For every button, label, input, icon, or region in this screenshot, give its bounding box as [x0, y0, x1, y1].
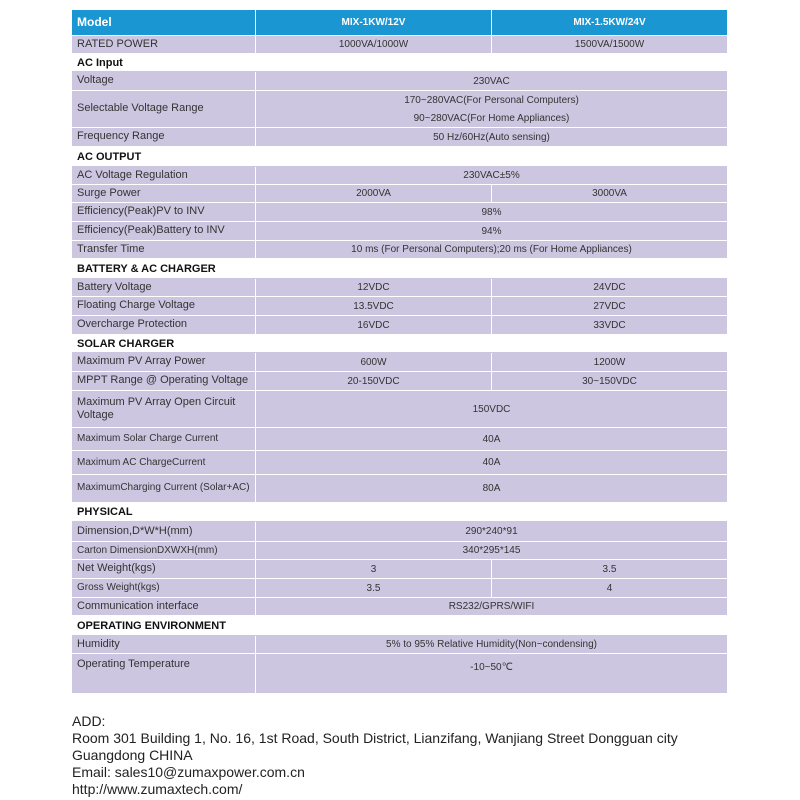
row-value-2: 30~150VDC — [492, 372, 727, 390]
table-header — [72, 10, 727, 36]
ac-voltage-regulation-row — [72, 167, 727, 185]
row-value-2: 27VDC — [492, 297, 727, 315]
charging-current-row — [72, 475, 727, 503]
row-value-1: 600W — [256, 353, 492, 371]
row-label: Efficiency(Peak)Battery to INV — [72, 222, 256, 240]
floating-charge-row — [72, 297, 727, 316]
value-line-1: 170~280VAC(For Personal Computers) — [404, 94, 579, 106]
row-label: Operating Temperature — [72, 654, 256, 693]
rated-power-row — [72, 36, 727, 54]
row-value: 98% — [256, 203, 727, 221]
row-value: 80A — [256, 475, 727, 502]
row-label: Gross Weight(kgs) — [72, 579, 256, 597]
row-label: MPPT Range @ Operating Voltage — [72, 372, 256, 390]
max-pv-power-row — [72, 353, 727, 372]
row-value-1: 20-150VDC — [256, 372, 492, 390]
value-line-2: 90~280VAC(For Home Appliances) — [413, 112, 570, 124]
row-value: 40A — [256, 428, 727, 450]
spec-table — [72, 10, 727, 693]
row-value-2: 3.5 — [492, 560, 727, 578]
row-value-1: 2000VA — [256, 185, 492, 202]
row-label: Transfer Time — [72, 241, 256, 258]
row-label: MaximumCharging Current (Solar+AC) — [72, 475, 256, 502]
dimension-row — [72, 522, 727, 542]
row-value: 290*240*91 — [256, 522, 727, 541]
row-value: 50 Hz/60Hz(Auto sensing) — [256, 128, 727, 146]
carton-dimension-row — [72, 542, 727, 560]
efficiency-pv-row — [72, 203, 727, 222]
open-circuit-row — [72, 391, 727, 428]
surge-power-row — [72, 185, 727, 203]
row-value-2: 4 — [492, 579, 727, 597]
humidity-row — [72, 636, 727, 654]
row-value: 5% to 95% Relative Humidity(Non~condensing) — [256, 636, 727, 653]
row-label: Humidity — [72, 636, 256, 653]
row-value: RS232/GPRS/WIFI — [256, 598, 727, 615]
section-physical: PHYSICAL — [72, 503, 727, 522]
overcharge-row — [72, 316, 727, 335]
row-value: 230VAC — [256, 72, 727, 90]
row-value-2: 1500VA/1500W — [492, 36, 727, 53]
voltage-row — [72, 72, 727, 91]
row-value-2: 1200W — [492, 353, 727, 371]
row-value-1: 3.5 — [256, 579, 492, 597]
row-label: AC Voltage Regulation — [72, 167, 256, 184]
model-label: Model — [72, 10, 256, 35]
row-label: Selectable Voltage Range — [72, 91, 256, 127]
row-label: Maximum PV Array Power — [72, 353, 256, 371]
row-value-1: 16VDC — [256, 316, 492, 334]
website-link[interactable]: http://www.zumaxtech.com/ — [72, 781, 243, 797]
row-label: Surge Power — [72, 185, 256, 202]
address-line-2: Guangdong CHINA — [72, 747, 193, 763]
contact-footer — [72, 713, 678, 798]
ac-charge-current-row — [72, 451, 727, 475]
row-value-1: 13.5VDC — [256, 297, 492, 315]
frequency-row — [72, 128, 727, 147]
net-weight-row — [72, 560, 727, 579]
row-value: 94% — [256, 222, 727, 240]
row-value-2: 24VDC — [492, 279, 727, 296]
model-col-2: MIX-1.5KW/24V — [492, 10, 727, 35]
model-col-1: MIX-1KW/12V — [256, 10, 492, 35]
row-value: 10 ms (For Personal Computers);20 ms (For Home Appliances) — [256, 241, 727, 258]
mppt-range-row — [72, 372, 727, 391]
section-battery: BATTERY & AC CHARGER — [72, 259, 727, 279]
row-label: Maximum Solar Charge Current — [72, 428, 256, 450]
row-label: Carton DimensionDXWXH(mm) — [72, 542, 256, 559]
row-label: Overcharge Protection — [72, 316, 256, 334]
battery-voltage-row — [72, 279, 727, 297]
row-value-2: 3000VA — [492, 185, 727, 202]
row-label: Floating Charge Voltage — [72, 297, 256, 315]
temperature-row — [72, 654, 727, 693]
row-label: Efficiency(Peak)PV to INV — [72, 203, 256, 221]
row-label: Battery Voltage — [72, 279, 256, 296]
row-value: 150VDC — [256, 391, 727, 427]
section-environment: OPERATING ENVIRONMENT — [72, 616, 727, 636]
row-label: Frequency Range — [72, 128, 256, 146]
section-ac-input: AC Input — [72, 54, 727, 72]
row-label: Voltage — [72, 72, 256, 90]
row-value: 40A — [256, 451, 727, 474]
row-label: Dimension,D*W*H(mm) — [72, 522, 256, 541]
row-label: RATED POWER — [72, 36, 256, 53]
solar-charge-current-row — [72, 428, 727, 451]
row-value-2: 33VDC — [492, 316, 727, 334]
row-label: Communication interface — [72, 598, 256, 615]
transfer-time-row — [72, 241, 727, 259]
row-value-1: 12VDC — [256, 279, 492, 296]
row-value-1: 3 — [256, 560, 492, 578]
row-value: -10~50℃ — [256, 654, 727, 693]
efficiency-battery-row — [72, 222, 727, 241]
email-text: Email: sales10@zumaxpower.com.cn — [72, 764, 305, 780]
row-value — [256, 91, 727, 127]
row-label: Maximum PV Array Open Circuit Voltage — [72, 391, 256, 427]
row-value: 340*295*145 — [256, 542, 727, 559]
gross-weight-row — [72, 579, 727, 598]
section-ac-output: AC OUTPUT — [72, 147, 727, 167]
row-label: Net Weight(kgs) — [72, 560, 256, 578]
row-value-1: 1000VA/1000W — [256, 36, 492, 53]
communication-row — [72, 598, 727, 616]
row-label: Maximum AC ChargeCurrent — [72, 451, 256, 474]
row-value: 230VAC±5% — [256, 167, 727, 184]
selectable-voltage-row — [72, 91, 727, 128]
address-line-1: Room 301 Building 1, No. 16, 1st Road, South District, Lianzifang, Wanjiang Street Dongguan city — [72, 730, 678, 746]
address-heading: ADD: — [72, 713, 106, 729]
section-solar: SOLAR CHARGER — [72, 335, 727, 353]
